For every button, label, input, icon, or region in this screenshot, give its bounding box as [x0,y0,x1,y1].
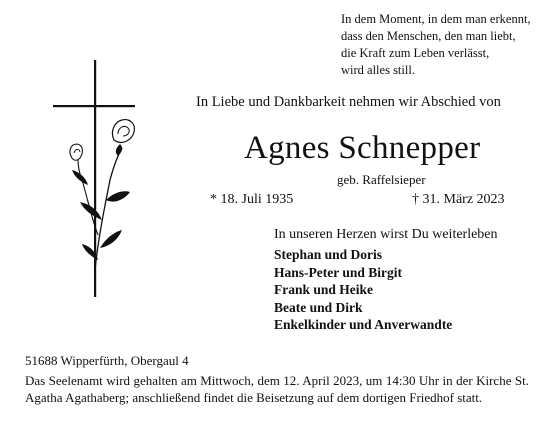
family-address: 51688 Wipperfürth, Obergaul 4 [25,353,189,368]
death-date: † 31. März 2023 [412,192,505,207]
mourners-list [274,246,452,334]
mourner-entry: Beate und Dirk [274,299,363,315]
quote-line: dass den Menschen, den man liebt, [341,29,516,43]
cross-with-rose-icon [48,60,158,300]
birth-date: * 18. Juli 1935 [210,192,294,207]
quote-block [341,11,541,79]
service-notice: Das Seelenamt wird gehalten am Mittwoch, dem 12. April 2023, um 14:30 Uhr in der Kirche St. Agatha Agathaberg; anschließend findet die Beisetzung auf dem dortigen Friedhof statt. [25,373,529,405]
mourner-entry: Enkelkinder und Anverwandte [274,317,453,333]
quote-line: die Kraft zum Leben verlässt, [341,46,490,60]
mourner-entry: Frank und Heike [274,282,374,298]
mourner-entry: Hans-Peter und Birgit [274,264,402,280]
farewell-intro: In Liebe und Dankbarkeit nehmen wir Abschied von [196,94,501,110]
mourner-entry: Stephan und Doris [274,247,383,262]
maiden-name: geb. Raffelsieper [337,172,426,187]
deceased-name: Agnes Schnepper [244,130,481,166]
quote-line: In dem Moment, in dem man erkennt, [341,12,531,26]
memory-line: In unseren Herzen wirst Du weiterleben [274,227,498,242]
quote-line: wird alles still. [341,63,415,77]
